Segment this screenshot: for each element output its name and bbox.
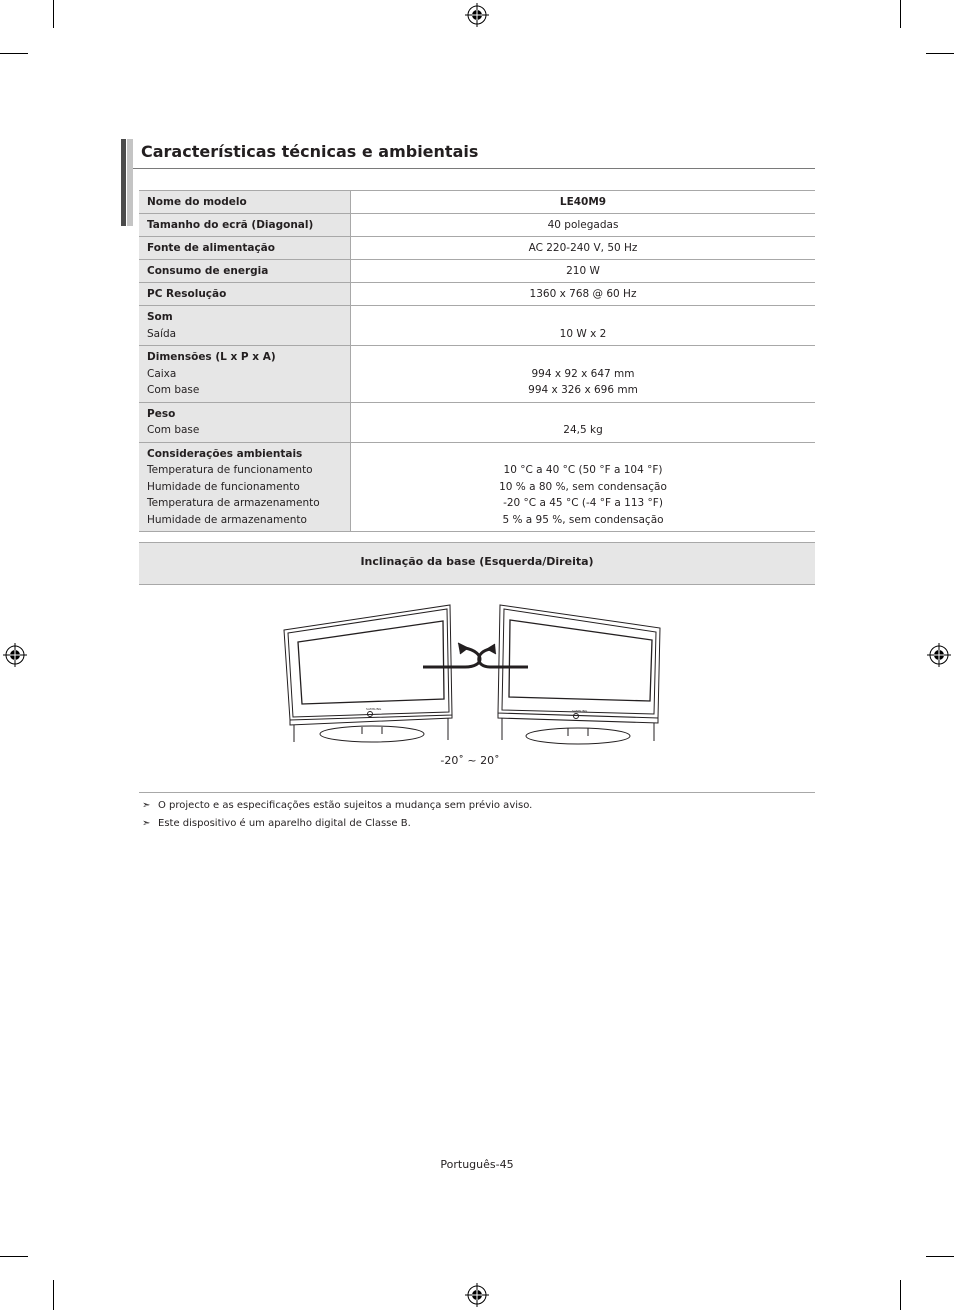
dimensions-value: 994 x 326 x 696 mm xyxy=(528,384,638,396)
table-row xyxy=(139,214,815,237)
table-row xyxy=(139,191,815,214)
brand-mark: SAMSUNG xyxy=(572,709,588,713)
registration-mark-icon xyxy=(465,3,489,27)
brand-mark: SAMSUNG xyxy=(366,707,382,711)
table-row xyxy=(139,442,815,532)
arrow-right-icon: ➣ xyxy=(142,818,151,829)
tilt-section-header xyxy=(139,542,815,585)
tv-left-illustration xyxy=(284,605,452,742)
note-text: O projecto e as especificações estão sujeitos a mudança sem prévio aviso. xyxy=(158,800,533,811)
weight-value: 24,5 kg xyxy=(563,424,603,436)
crop-mark xyxy=(53,1280,54,1310)
tv-tilt-illustration xyxy=(280,600,675,750)
row-value: AC 220-240 V, 50 Hz xyxy=(528,241,638,254)
row-value: 210 W xyxy=(566,264,600,277)
dimensions-value: 994 x 92 x 647 mm xyxy=(531,367,635,380)
table-row xyxy=(139,260,815,283)
section-marker-bar xyxy=(127,139,133,226)
crop-mark xyxy=(926,53,954,54)
section-marker-bar xyxy=(121,139,126,226)
environment-sublabel: Humidade de armazenamento xyxy=(147,513,307,526)
crop-mark xyxy=(900,1280,901,1310)
environment-value: 10 °C a 40 °C (50 °F a 104 °F) xyxy=(503,464,663,476)
tilt-range-label: -20˚ ~ 20˚ xyxy=(440,754,500,767)
arrow-right-icon: ➣ xyxy=(142,800,151,811)
row-label: Consumo de energia xyxy=(147,264,269,277)
crop-mark xyxy=(0,53,28,54)
table-row xyxy=(139,306,815,346)
environment-value: -20 °C a 45 °C (-4 °F a 113 °F) xyxy=(503,497,663,509)
tilt-title: Inclinação da base (Esquerda/Direita) xyxy=(360,555,594,568)
table-row xyxy=(139,237,815,260)
weight-label: Peso xyxy=(147,407,176,420)
registration-mark-icon xyxy=(927,643,951,667)
page-title: Características técnicas e ambientais xyxy=(141,142,479,161)
weight-sublabel: Com base xyxy=(147,424,200,436)
sound-sublabel: Saída xyxy=(147,327,177,340)
row-label: Tamanho do ecrã (Diagonal) xyxy=(147,218,314,231)
note-item xyxy=(142,818,411,829)
environment-sublabel: Temperatura de funcionamento xyxy=(147,464,313,476)
model-value: LE40M9 xyxy=(559,195,607,208)
page-number: Português-45 xyxy=(440,1158,514,1171)
dimensions-sublabel: Caixa xyxy=(147,367,177,380)
dimensions-sublabel: Com base xyxy=(147,384,200,396)
environment-sublabel: Temperatura de armazenamento xyxy=(147,497,320,509)
row-value: 40 polegadas xyxy=(547,218,619,231)
dimensions-label: Dimensões (L x P x A) xyxy=(147,351,276,363)
note-item xyxy=(142,800,532,811)
environment-sublabel: Humidade de funcionamento xyxy=(147,480,300,493)
notes-divider xyxy=(139,792,815,793)
table-row xyxy=(139,346,815,403)
sound-value: 10 W x 2 xyxy=(559,327,607,340)
environment-value: 5 % a 95 %, sem condensação xyxy=(502,513,664,526)
registration-mark-icon xyxy=(465,1283,489,1307)
note-text: Este dispositivo é um aparelho digital de Classe B. xyxy=(158,818,411,829)
crop-mark xyxy=(53,0,54,28)
table-row xyxy=(139,283,815,306)
model-label: Nome do modelo xyxy=(147,195,247,208)
crop-mark xyxy=(0,1256,28,1257)
crop-mark xyxy=(926,1256,954,1257)
sound-label: Som xyxy=(147,311,173,323)
environment-value: 10 % a 80 %, sem condensação xyxy=(499,480,667,493)
registration-mark-icon xyxy=(3,643,27,667)
crop-mark xyxy=(900,0,901,28)
table-row xyxy=(139,402,815,442)
title-divider xyxy=(133,168,815,169)
spec-table xyxy=(139,190,815,532)
tv-right-illustration xyxy=(498,605,660,744)
row-label: Fonte de alimentação xyxy=(147,241,275,254)
row-label: PC Resolução xyxy=(147,287,227,300)
row-value: 1360 x 768 @ 60 Hz xyxy=(529,287,637,300)
environment-label: Considerações ambientais xyxy=(147,447,303,460)
